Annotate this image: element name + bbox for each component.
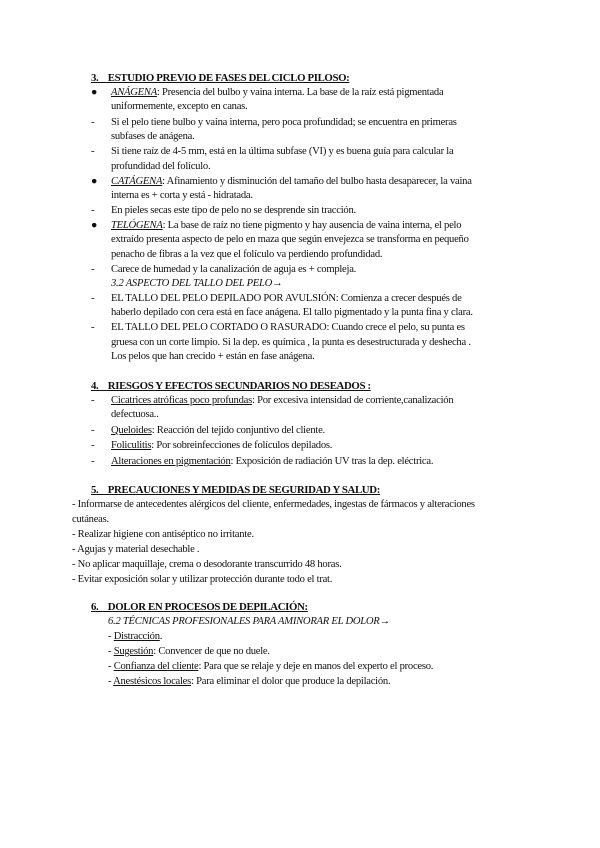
cicatrices-line-2: defectuosa.. bbox=[111, 409, 159, 420]
item-raiz-line-2: profundidad del folículo. bbox=[111, 161, 211, 172]
dash-marker: - bbox=[91, 395, 95, 406]
dash-marker: - bbox=[91, 117, 95, 128]
avulsion-line-2: haberlo depilado con cera está en face anágena. El tallo pigmentado y la punta fina y clara. bbox=[111, 307, 473, 318]
pigmentacion-line: Alteraciones en pigmentación: Exposición de radiación UV tras la dep. eléctrica. bbox=[111, 456, 434, 467]
item-bulbo-line-1: Si el pelo tiene bulbo y vaina interna, pero poca profundidad; se encuentra en primeras bbox=[111, 117, 457, 128]
catagena-term: CATÁGENA bbox=[111, 176, 163, 187]
item-bulbo-line-2: subfases de anágena. bbox=[111, 131, 195, 142]
subheading-3-2: 3.2 ASPECTO DEL TALLO DEL PELO→ bbox=[111, 278, 283, 289]
catagena-line-1: CATÁGENA: Afinamiento y disminución del tamaño del bulbo hasta desaparecer, la vaina bbox=[111, 176, 472, 187]
rasurado-line-2: gruesa con un corte limpio. Si la dep. es química , la punta es desestructurada y deshecha . bbox=[111, 337, 471, 348]
precaucion-line-3: - Realizar higiene con antiséptico no irritante. bbox=[72, 529, 254, 540]
dash-marker: - bbox=[91, 146, 95, 157]
sugestion-line: - Sugestión: Convencer de que no duele. bbox=[108, 646, 270, 657]
section-5-heading: 5. PRECAUCIONES Y MEDIDAS DE SEGURIDAD Y SALUD: bbox=[91, 484, 380, 496]
item-pieles-secas: En pieles secas este tipo de pelo no se desprende sin tracción. bbox=[111, 205, 356, 216]
item-humedad: Carece de humedad y la canalización de aguja es + compleja. bbox=[111, 264, 357, 275]
section-4-heading: 4. RIESGOS Y EFECTOS SECUNDARIOS NO DESEADOS : bbox=[91, 380, 371, 392]
pigmentacion-term: Alteraciones en pigmentación bbox=[111, 456, 231, 467]
bullet-icon: ● bbox=[91, 220, 98, 231]
bullet-icon: ● bbox=[91, 87, 98, 98]
anestesicos-line: - Anestésicos locales: Para eliminar el dolor que produce la depilación. bbox=[108, 676, 391, 687]
dash-marker: - bbox=[91, 456, 95, 467]
anagena-line-2: uniformemente, excepto en canas. bbox=[111, 101, 248, 112]
catagena-line-2: interna es + corta y está - hidratada. bbox=[111, 190, 253, 201]
precaucion-line-5: - No aplicar maquillaje, crema o desodorante transcurrido 48 horas. bbox=[72, 559, 342, 570]
precaucion-line-1: - Informarse de antecedentes alérgicos del cliente, enfermedades, ingestas de fármacos y alteraciones bbox=[72, 499, 475, 510]
dash-marker: - bbox=[91, 322, 95, 333]
queloides-term: Queloides bbox=[111, 425, 152, 436]
telogena-line-3: penacho de fibras a la vez que el folículo va perdiendo profundidad. bbox=[111, 249, 383, 260]
cicatrices-line-1: Cicatrices atróficas poco profundas: Por excesiva intensidad de corriente,canalización bbox=[111, 395, 454, 406]
telogena-line-1: TELÓGENA: La base de raíz no tiene pigmento y hay ausencia de vaina interna, el pelo bbox=[111, 220, 462, 231]
section-3-heading: 3. ESTUDIO PREVIO DE FASES DEL CICLO PILOSO: bbox=[91, 72, 350, 84]
anagena-line-1: ANÁGENA: Presencia del bulbo y vaina interna. La base de la raíz está pigmentada bbox=[111, 87, 444, 98]
anestesicos-term: Anestésicos locales bbox=[113, 676, 192, 687]
rasurado-line-3: Los pelos que han crecido + están en fase anágena. bbox=[111, 351, 315, 362]
precaucion-line-4: - Agujas y material desechable . bbox=[72, 544, 200, 555]
confianza-term: Confianza del cliente bbox=[113, 661, 199, 672]
rasurado-line-1: EL TALLO DEL PELO CORTADO O RASURADO: Cuando crece el pelo, su punta es bbox=[111, 322, 465, 333]
section-6-heading: 6. DOLOR EN PROCESOS DE DEPILACIÓN: bbox=[91, 601, 308, 613]
dash-marker: - bbox=[91, 264, 95, 275]
telogena-term: TELÓGENA bbox=[111, 220, 163, 231]
anagena-term: ANÁGENA bbox=[111, 87, 157, 98]
distraccion-line: - Distracción. bbox=[108, 631, 163, 642]
confianza-line: - Confianza del cliente: Para que se relaje y deje en manos del experto el proceso. bbox=[108, 661, 434, 672]
bullet-icon: ● bbox=[91, 176, 98, 187]
dash-marker: - bbox=[91, 293, 95, 304]
item-raiz-line-1: Si tiene raíz de 4-5 mm, está en la última subfase (VI) y es buena guía para calcular la bbox=[111, 146, 454, 157]
queloides-line: Queloides: Reacción del tejido conjuntivo del cliente. bbox=[111, 425, 325, 436]
precaucion-line-6: - Evitar exposición solar y utilizar protección durante todo el trat. bbox=[72, 574, 333, 585]
dash-marker: - bbox=[91, 425, 95, 436]
dash-marker: - bbox=[91, 440, 95, 451]
foliculitis-line: Foliculitis: Por sobreinfecciones de folículos depilados. bbox=[111, 440, 333, 451]
distraccion-term: Distracción bbox=[113, 631, 160, 642]
foliculitis-term: Foliculitis bbox=[111, 440, 152, 451]
subheading-6-2: 6.2 TÉCNICAS PROFESIONALES PARA AMINORAR EL DOLOR→ bbox=[108, 616, 390, 627]
sugestion-term: Sugestión bbox=[113, 646, 154, 657]
avulsion-line-1: EL TALLO DEL PELO DEPILADO POR AVULSIÓN: Comienza a crecer después de bbox=[111, 293, 462, 304]
telogena-line-2: extraído presenta aspecto de pelo en maza que según envejezca se transforma en pequeño bbox=[111, 234, 469, 245]
dash-marker: - bbox=[91, 205, 95, 216]
cicatrices-term: Cicatrices atróficas poco profundas bbox=[111, 395, 252, 406]
precaucion-line-2: cutáneas. bbox=[72, 514, 109, 525]
